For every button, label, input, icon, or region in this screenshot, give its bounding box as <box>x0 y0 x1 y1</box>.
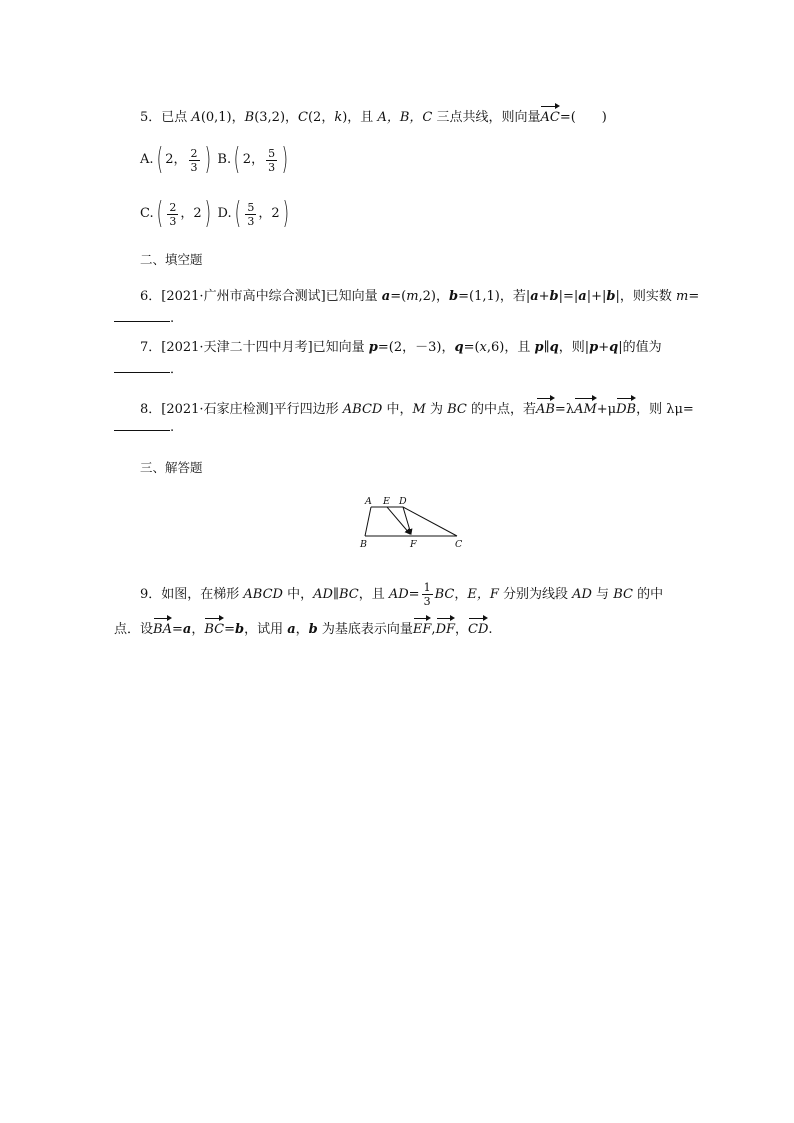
q6-answer-line <box>114 309 174 329</box>
q9-text: ，且 <box>358 587 389 602</box>
left-paren: ( <box>156 142 163 177</box>
label-d: D <box>399 496 407 507</box>
vec-p: p <box>589 340 599 355</box>
var-m: m <box>676 289 689 304</box>
vec-b: b <box>449 289 459 304</box>
frac-num: 5 <box>247 200 255 214</box>
vector-db: DB <box>616 396 636 420</box>
segment-ad: AD <box>572 587 592 602</box>
vec-q: q <box>609 340 619 355</box>
vector-bc: BC <box>204 616 224 640</box>
vec-q: q <box>454 340 464 355</box>
option-value: 2， <box>242 152 265 167</box>
option-label: D. <box>217 206 232 221</box>
label-e: E <box>383 496 390 507</box>
question-source: [2021·石家庄检测] <box>161 402 274 417</box>
option-b[interactable] <box>217 142 290 177</box>
q7-text: ,6)，且 <box>486 340 535 355</box>
q5-text: 三点共线，则向量 <box>432 110 541 125</box>
q5-text: 已点 <box>161 110 192 125</box>
segment-bc: BC <box>434 587 455 602</box>
q7-text: =(2，－3)， <box>377 340 455 355</box>
q9-text: ， <box>455 622 469 637</box>
q6-text: =(1,1)，若| <box>458 289 531 304</box>
answer-blank: =( ) <box>559 110 607 125</box>
frac-den: 3 <box>423 595 431 608</box>
option-label: C. <box>140 206 154 221</box>
vec-b: b <box>606 289 616 304</box>
q9-text: = <box>171 622 183 637</box>
left-paren: ( <box>156 196 163 231</box>
vector-ef: EF <box>413 616 432 640</box>
point-c-coord: (2， <box>307 110 335 125</box>
fraction <box>189 147 200 174</box>
vec-a: a <box>530 289 539 304</box>
vec-a: a <box>287 622 296 637</box>
var-x: x <box>479 340 487 355</box>
frac-num: 5 <box>268 146 276 160</box>
q8-answer-line <box>114 418 174 438</box>
frac-num: 1 <box>423 581 431 594</box>
right-paren: ) <box>204 196 211 231</box>
q6-text: + <box>538 289 550 304</box>
q9-text: ， <box>295 622 309 637</box>
q9-text: 与 <box>591 587 614 602</box>
parallel-symbol: ∥ <box>543 340 550 355</box>
q9-text: = <box>224 622 235 637</box>
segment-ab <box>365 507 371 536</box>
option-a[interactable] <box>140 142 213 177</box>
segment-bc: BC <box>613 587 633 602</box>
answer-blank[interactable] <box>114 309 170 322</box>
trapezoid-figure <box>355 492 475 552</box>
question-9-line-2 <box>114 616 493 640</box>
question-6 <box>140 287 699 307</box>
frac-den: 3 <box>268 160 276 174</box>
option-value: 2 <box>271 206 280 221</box>
section-heading-fill-in: 二、填空题 <box>140 252 203 267</box>
comma: ， <box>258 206 272 221</box>
vector-df: DF <box>436 616 455 640</box>
point-b: B <box>244 110 255 125</box>
vec-b: b <box>308 622 318 637</box>
q9-text: 为基底表示向量 <box>317 622 413 637</box>
frac-den: 3 <box>169 214 177 228</box>
question-number: 7． <box>140 340 162 355</box>
q9-text: . <box>488 622 493 637</box>
q7-text: |的值为 <box>618 340 662 355</box>
answer-blank[interactable] <box>114 418 170 431</box>
q8-text: 的中点，若 <box>466 402 536 417</box>
option-value: 2 <box>193 206 202 221</box>
question-source: [2021·广州市高中综合测试] <box>161 289 326 304</box>
q5-text: )，且 <box>342 110 378 125</box>
points-e-f: E，F <box>467 587 499 602</box>
question-7 <box>140 338 662 358</box>
q9-text: ， <box>191 622 205 637</box>
q5-options-row-2 <box>140 196 291 231</box>
vector-ab: AB <box>536 396 555 420</box>
q8-text: 平行四边形 <box>273 402 343 417</box>
point-c: C <box>298 110 308 125</box>
question-5 <box>140 104 607 128</box>
q7-text: ，则| <box>558 340 590 355</box>
point-b-coord: (3,2)， <box>254 110 299 125</box>
vector-cd: CD <box>468 616 488 640</box>
segment-bc: BC <box>447 402 467 417</box>
label-c: C <box>455 539 463 550</box>
vec-a: a <box>182 622 192 637</box>
vector-ac: AC <box>540 104 559 128</box>
vec-b: b <box>234 622 245 637</box>
vector-ba: BA <box>153 616 172 640</box>
left-paren: ( <box>233 142 241 177</box>
frac-den: 3 <box>190 160 198 174</box>
point-m: M <box>412 402 426 417</box>
right-paren: ) <box>282 196 289 231</box>
var-k: k <box>334 110 343 125</box>
period: . <box>170 420 175 435</box>
fraction <box>167 201 178 228</box>
q8-text: +μ <box>596 402 617 417</box>
vec-a: a <box>578 289 587 304</box>
period: . <box>170 311 175 326</box>
shape-abcd: ABCD <box>243 587 283 602</box>
option-c[interactable] <box>140 196 213 231</box>
fraction-one-third <box>422 581 433 608</box>
vector-am: AM <box>574 396 597 420</box>
q7-text: + <box>598 340 610 355</box>
fraction <box>245 201 256 228</box>
q9-text: , <box>431 622 436 637</box>
q8-text: =λ <box>554 402 575 417</box>
option-d[interactable] <box>217 196 292 231</box>
q9-text: 中， <box>282 587 314 602</box>
fraction <box>266 147 277 174</box>
q9-text: 如图，在梯形 <box>161 587 244 602</box>
label-a: A <box>365 496 372 507</box>
vec-q: q <box>549 340 559 355</box>
option-value: 2， <box>165 152 187 167</box>
q9-text: ， <box>454 587 468 602</box>
label-f: F <box>410 539 417 550</box>
q9-text: 的中 <box>632 587 664 602</box>
q6-text: |，则实数 <box>615 289 676 304</box>
q8-text: 为 <box>425 402 448 417</box>
question-number: 8． <box>140 402 162 417</box>
q9-text: = <box>408 587 420 602</box>
q6-text: 已知向量 <box>325 289 382 304</box>
question-number: 5． <box>140 110 162 125</box>
vec-p: p <box>534 340 544 355</box>
q7-answer-line <box>114 360 183 380</box>
q6-text: ,2)， <box>418 289 450 304</box>
point-a: A <box>191 110 201 125</box>
right-paren: ) <box>204 142 211 177</box>
segment-bc: BC <box>338 587 359 602</box>
shape-abcd: ABCD <box>342 402 383 417</box>
q7-text: 已知向量 <box>312 340 369 355</box>
answer-blank[interactable] <box>114 360 170 373</box>
q7-text: =( <box>463 340 480 355</box>
section-heading-solve: 三、解答题 <box>140 460 203 475</box>
question-9 <box>140 581 663 608</box>
vec-a: a <box>381 289 391 304</box>
segment-ad: AD <box>388 587 409 602</box>
q8-text: 中， <box>382 402 413 417</box>
frac-num: 2 <box>190 146 198 160</box>
frac-den: 3 <box>247 214 255 228</box>
left-paren: ( <box>234 196 241 231</box>
right-paren: ) <box>281 142 289 177</box>
q8-text: ，则 λμ= <box>636 402 694 417</box>
var-m: m <box>406 289 419 304</box>
q6-text: = <box>688 289 700 304</box>
q5-points: A，B，C <box>377 110 433 125</box>
point-a-coord: (0,1)， <box>200 110 245 125</box>
vec-b: b <box>549 289 559 304</box>
question-number: 9． <box>140 587 162 602</box>
segment-dc <box>403 507 457 536</box>
q6-text: |=| <box>558 289 579 304</box>
option-label: B. <box>217 152 232 167</box>
question-8 <box>140 396 694 420</box>
q5-options-row-1 <box>140 142 291 177</box>
q6-text: |+| <box>586 289 607 304</box>
vec-p: p <box>368 340 378 355</box>
segment-ad: AD <box>313 587 333 602</box>
q9-text: 分别为线段 <box>498 587 573 602</box>
label-b: B <box>360 539 367 550</box>
option-label: A. <box>140 152 154 167</box>
q9-text: ，试用 <box>244 622 288 637</box>
frac-num: 2 <box>169 200 177 214</box>
period: ． <box>170 362 184 377</box>
comma: ， <box>180 206 194 221</box>
question-number: 6． <box>140 289 162 304</box>
question-source: [2021·天津二十四中月考] <box>161 340 313 355</box>
parallel-symbol: ∥ <box>332 587 339 602</box>
q9-text: 点．设 <box>114 622 154 637</box>
q6-text: =( <box>390 289 407 304</box>
